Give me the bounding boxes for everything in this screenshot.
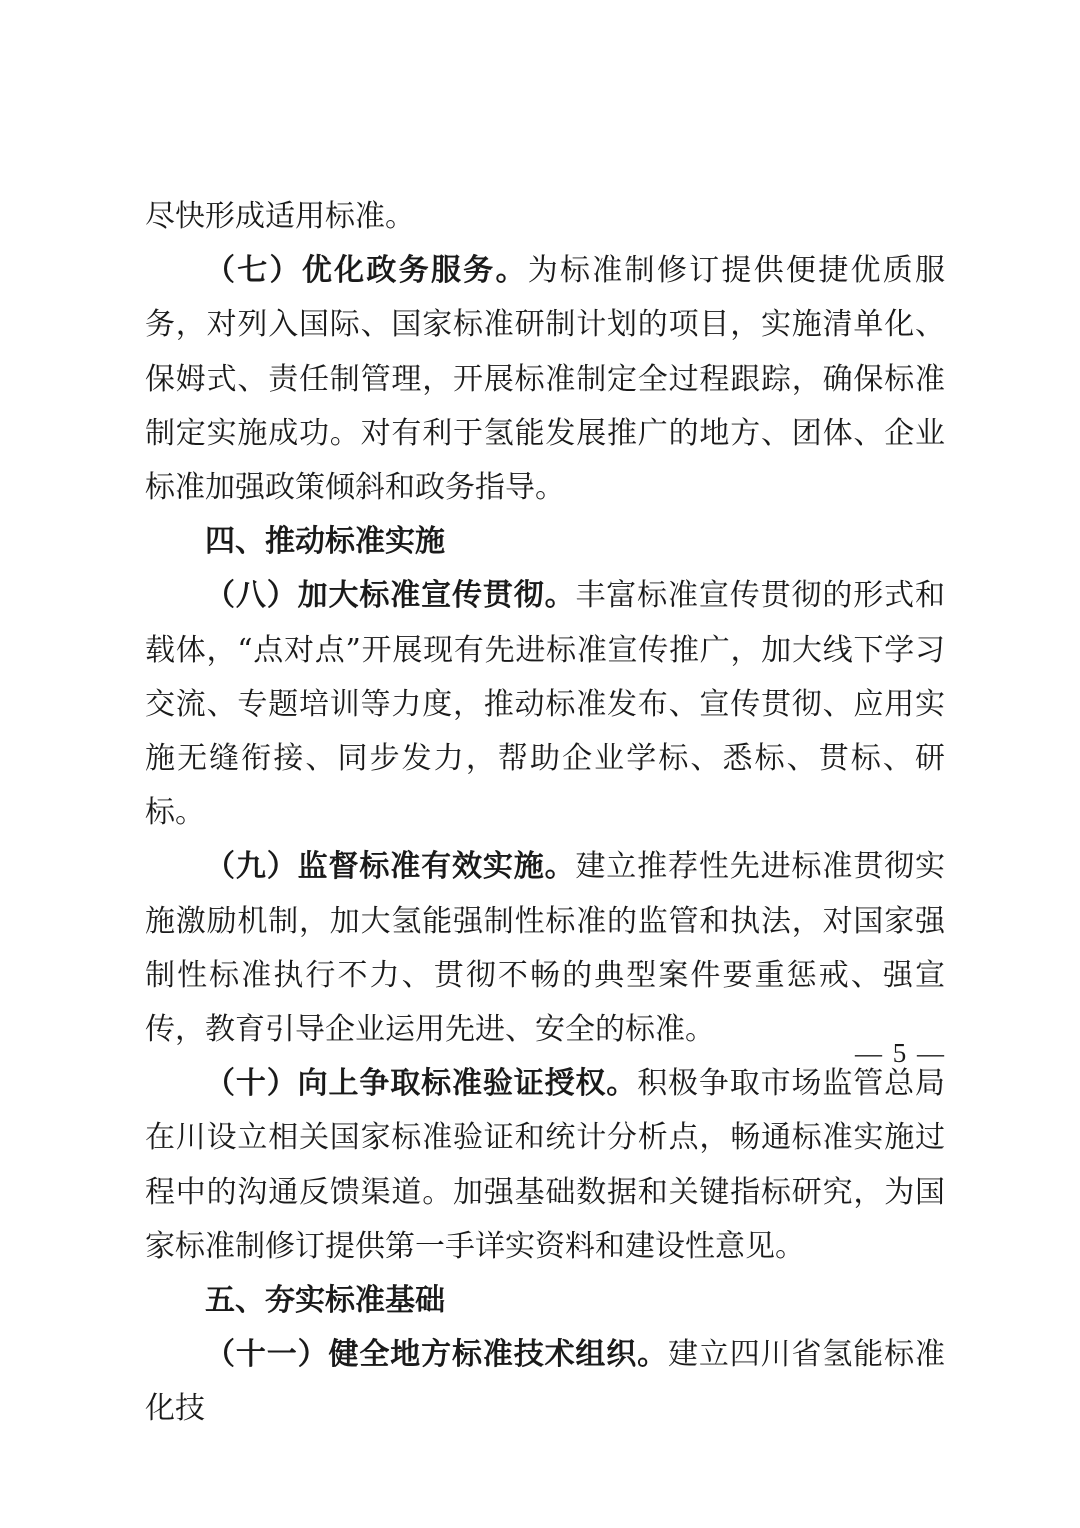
item-8-paragraph bbox=[145, 569, 945, 840]
item-11-paragraph bbox=[145, 1328, 945, 1436]
item-9-paragraph bbox=[145, 840, 945, 1057]
section-5-heading: 五、夯实标准基础 bbox=[205, 1283, 445, 1319]
item-8-lead: （八）加大标准宣传贯彻。 bbox=[205, 578, 576, 614]
item-8-body: 丰富标准宣传贯彻的形式和载体，“点对点”开展现有先进标准宣传推广，加大线下学习交流、专题培训等力度，推动标准发布、宣传贯彻、应用实施无缝衔接、同步发力，帮助企业学标、悉标、贯标、研标。 bbox=[145, 578, 946, 831]
item-7-paragraph bbox=[145, 244, 945, 515]
item-11-lead: （十一）健全地方标准技术组织。 bbox=[205, 1337, 669, 1373]
item-9-lead: （九）监督标准有效实施。 bbox=[205, 849, 576, 885]
continuation-paragraph bbox=[145, 190, 945, 244]
page-number: — 5 — bbox=[855, 1038, 946, 1068]
section-4-heading: 四、推动标准实施 bbox=[205, 524, 445, 560]
item-11-body: 建立四川省氢能标准化技 bbox=[145, 1337, 946, 1427]
item-7-lead: （七）优化政务服务。 bbox=[205, 253, 528, 289]
item-10-lead: （十）向上争取标准验证授权。 bbox=[205, 1066, 638, 1102]
item-7-body: 为标准制修订提供便捷优质服务，对列入国际、国家标准研制计划的项目，实施清单化、保姆式、责任制管理，开展标准制定全过程跟踪，确保标准制定实施成功。对有利于氢能发展推广的地方、团体、企业标准加强政策倾斜和政务指导。 bbox=[145, 253, 946, 506]
item-10-body: 积极争取市场监管总局在川设立相关国家标准验证和统计分析点，畅通标准实施过程中的沟通反馈渠道。加强基础数据和关键指标研究，为国家标准制修订提供第一手详实资料和建设性意见。 bbox=[145, 1066, 946, 1264]
item-10-paragraph bbox=[145, 1057, 945, 1274]
document-page bbox=[145, 190, 945, 1437]
page-footer bbox=[855, 1038, 946, 1069]
continuation-text: 尽快形成适用标准。 bbox=[145, 199, 415, 234]
item-9-body: 建立推荐性先进标准贯彻实施激励机制，加大氢能强制性标准的监管和执法，对国家强制性标准执行不力、贯彻不畅的典型案件要重惩戒、强宣传，教育引导企业运用先进、安全的标准。 bbox=[145, 849, 946, 1048]
